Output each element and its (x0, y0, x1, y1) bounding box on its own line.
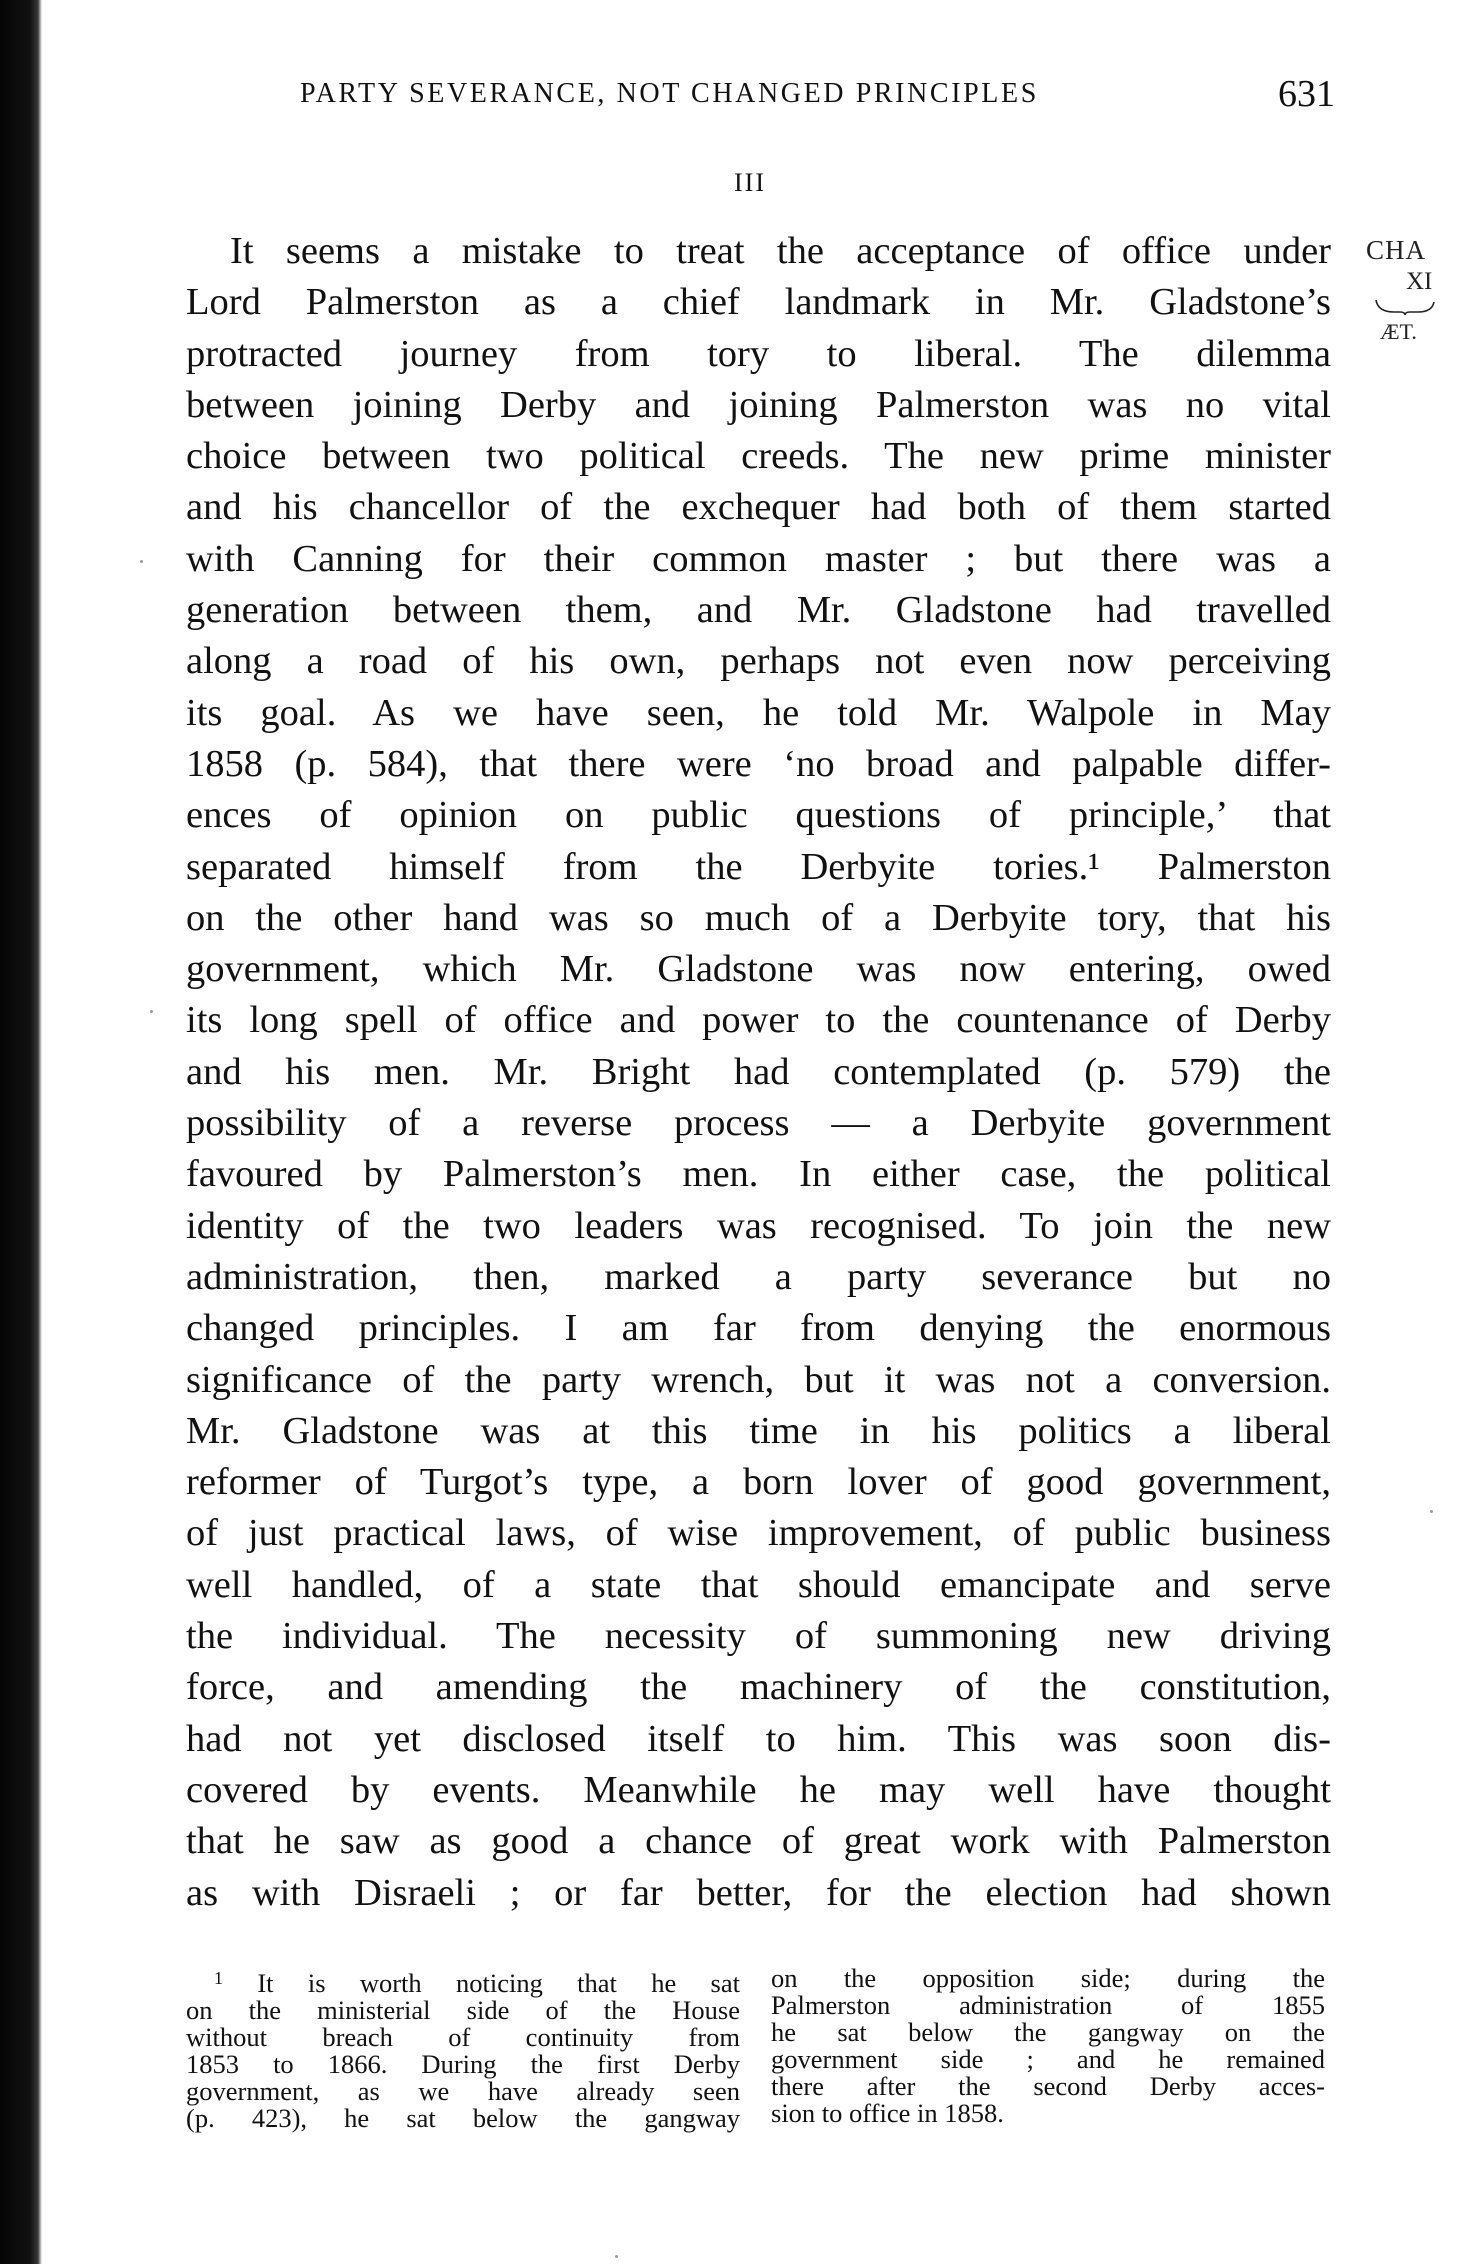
body-line: changed principles. I am far from denying the enormous (186, 1307, 1331, 1350)
section-number: III (734, 168, 766, 197)
footnote-line: (p. 423), he sat below the gangway (186, 2103, 740, 2133)
footnote-line: 1853 to 1866. During the first Derby (186, 2049, 740, 2079)
body-line: and his chancellor of the exchequer had both of them started (186, 486, 1331, 529)
margin-note (1366, 234, 1458, 348)
footnote-line: sion to office in 1858. (771, 2098, 1004, 2128)
running-head-title: PARTY SEVERANCE, NOT CHANGED PRINCIPLES (300, 78, 1039, 109)
footnote-text: It is worth noticing that he sat (257, 1968, 740, 1998)
body-line: favoured by Palmerston’s men. In either case, the political (186, 1153, 1331, 1196)
body-line: the individual. The necessity of summoning new driving (186, 1615, 1331, 1658)
body-line: identity of the two leaders was recognised. To join the new (186, 1204, 1331, 1247)
running-head (300, 72, 1335, 122)
footnote-line: there after the second Derby acces- (771, 2071, 1325, 2101)
body-line: Mr. Gladstone was at this time in his politics a liberal (186, 1409, 1331, 1452)
body-line: well handled, of a state that should emancipate and serve (186, 1563, 1331, 1606)
body-line: and his men. Mr. Bright had contemplated (p. 579) the (186, 1050, 1331, 1093)
footnote-line: government side ; and he remained (771, 2044, 1325, 2074)
body-line: It seems a mistake to treat the acceptance of office under (230, 230, 1331, 272)
footnote-line: without breach of continuity from (186, 2022, 740, 2052)
body-line: with Canning for their common master ; but there was a (186, 537, 1331, 580)
body-line: government, which Mr. Gladstone was now entering, owed (186, 948, 1331, 991)
body-line: administration, then, marked a party severance but no (186, 1255, 1331, 1298)
margin-chapter-label: CHA (1366, 235, 1427, 265)
body-line: ences of opinion on public questions of principle,’ that (186, 794, 1331, 837)
body-line: on the other hand was so much of a Derbyite tory, that his (186, 896, 1331, 939)
body-line: had not yet disclosed itself to him. This was soon dis- (186, 1717, 1331, 1760)
scan-speckle (1430, 1510, 1433, 1513)
body-line: reformer of Turgot’s type, a born lover of good government, (186, 1461, 1331, 1504)
margin-age-label: ÆT. (1380, 319, 1417, 344)
body-line: its long spell of office and power to the countenance of Derby (186, 999, 1331, 1042)
body-line: significance of the party wrench, but it was not a conversion. (186, 1358, 1331, 1401)
body-line: generation between them, and Mr. Gladstone had travelled (186, 589, 1331, 632)
body-text (186, 226, 1331, 1919)
footnote-column-right (771, 1965, 1325, 2127)
margin-chapter-number: XI (1406, 268, 1433, 295)
body-line: protracted journey from tory to liberal. The dilemma (186, 332, 1331, 375)
footnote-line: he sat below the gangway on the (771, 2017, 1325, 2047)
footnote-line: on the ministerial side of the House (186, 1995, 740, 2025)
body-line: choice between two political creeds. The new prime minister (186, 435, 1331, 478)
footnote-column-left (186, 1965, 740, 2132)
body-line: 1858 (p. 584), that there were ‘no broad and palpable differ- (186, 742, 1331, 785)
body-line: of just practical laws, of wise improvement, of public business (186, 1512, 1331, 1555)
footnote-line: Palmerston administration of 1855 (771, 1990, 1325, 2020)
footnote-line: government, as we have already seen (186, 2076, 740, 2106)
body-line: as with Disraeli ; or far better, for the election had shown (186, 1871, 1331, 1914)
body-line: its goal. As we have seen, he told Mr. Walpole in May (186, 691, 1331, 734)
body-line: between joining Derby and joining Palmerston was no vital (186, 383, 1331, 426)
body-line: separated himself from the Derbyite tories.¹ Palmerston (186, 845, 1331, 888)
footnote-marker: 1 (214, 1968, 223, 1988)
scan-speckle (140, 560, 143, 563)
footnote-line: on the opposition side; during the (771, 1963, 1325, 1993)
body-line: along a road of his own, perhaps not even now perceiving (186, 640, 1331, 683)
body-line: covered by events. Meanwhile he may well have thought (186, 1768, 1331, 1811)
scan-speckle (615, 2255, 618, 2258)
body-line: that he saw as good a chance of great work with Palmerston (186, 1820, 1331, 1863)
body-line: possibility of a reverse process — a Derbyite government (186, 1102, 1331, 1145)
body-line: Lord Palmerston as a chief landmark in Mr. Gladstone’s (186, 281, 1331, 324)
scan-binding-edge (0, 0, 42, 2264)
footnote-line (186, 1965, 740, 1997)
margin-brace (1374, 298, 1436, 316)
page-number: 631 (1278, 73, 1335, 115)
scan-speckle (150, 1010, 153, 1013)
body-line: force, and amending the machinery of the constitution, (186, 1666, 1331, 1709)
